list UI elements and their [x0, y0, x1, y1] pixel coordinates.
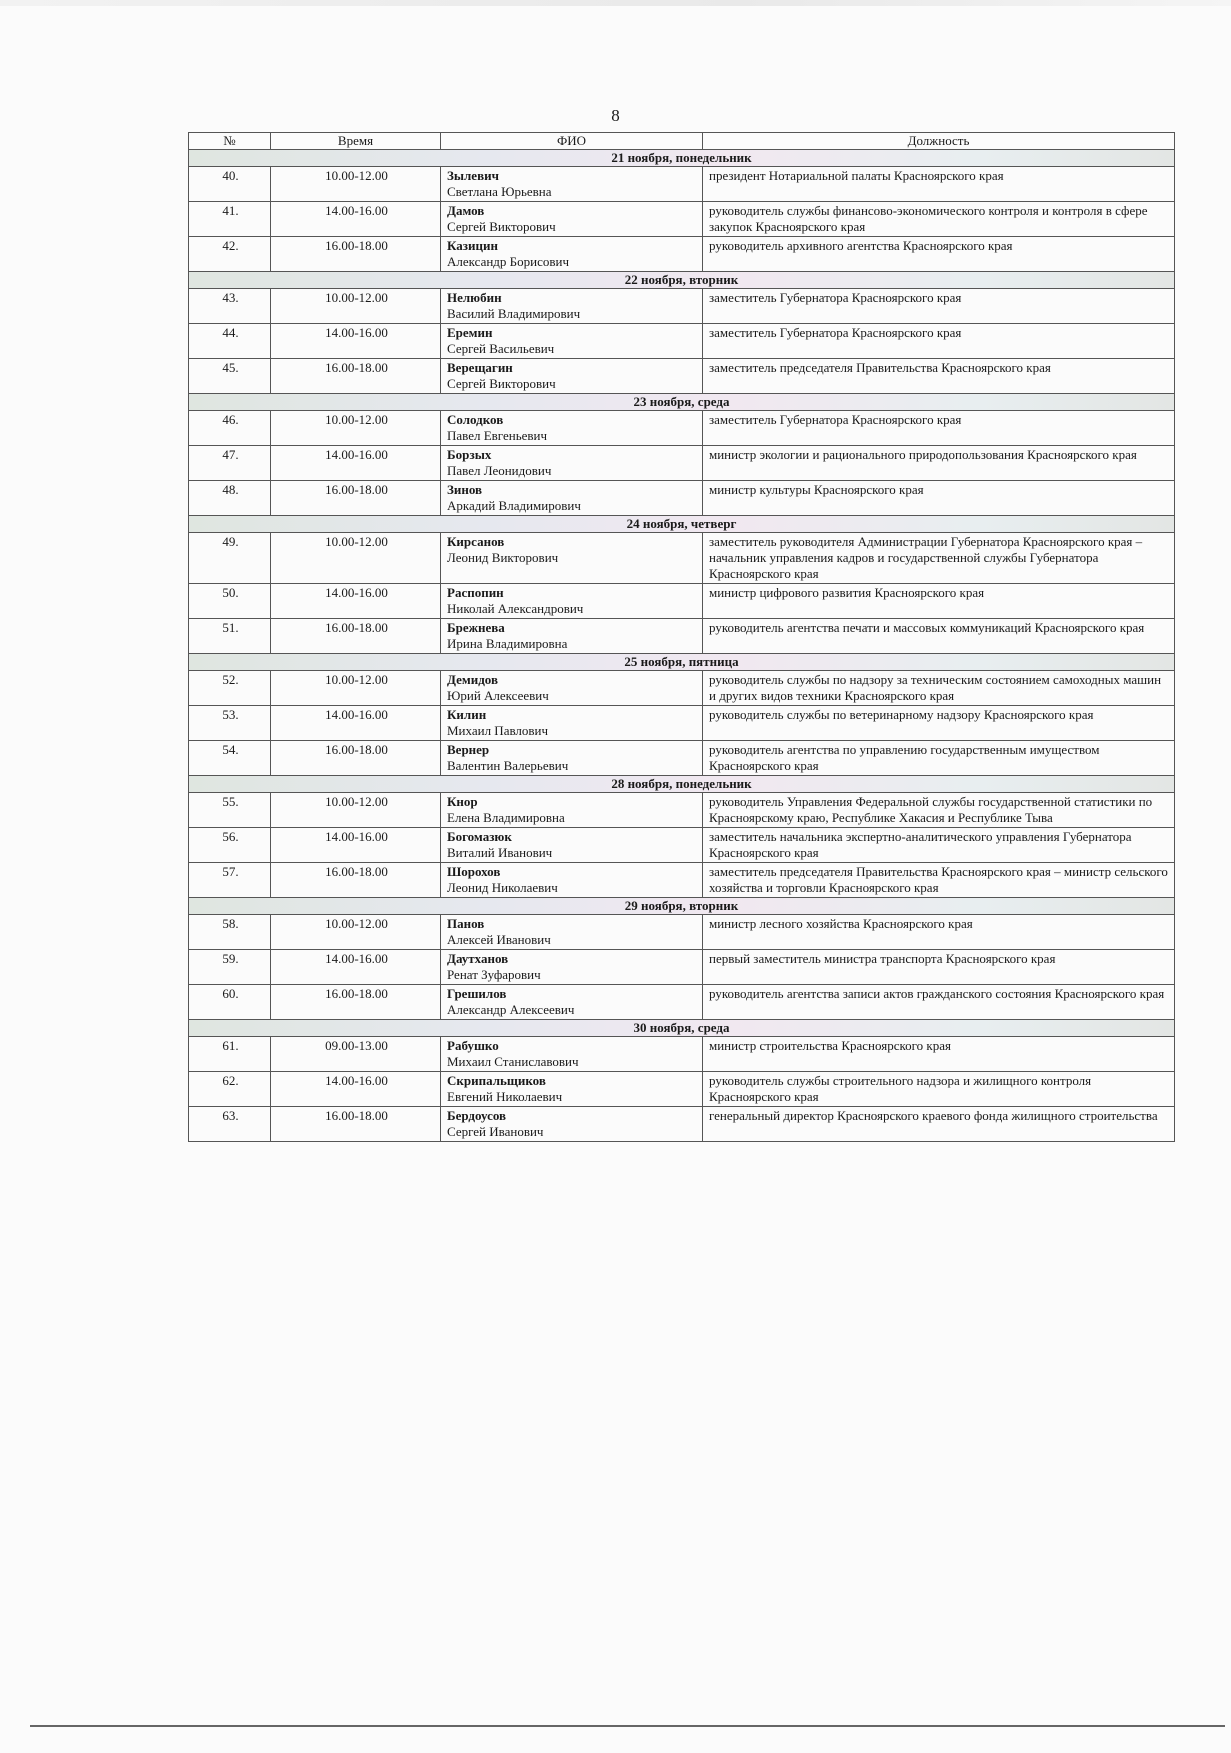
row-full-name: [441, 289, 703, 324]
row-number: 48.: [189, 481, 271, 516]
row-full-name: [441, 237, 703, 272]
row-position: заместитель Губернатора Красноярского края: [703, 289, 1175, 324]
row-position: заместитель руководителя Администрации Губернатора Красноярского края – начальник управления кадров и государственной службы Губернатора Красноярского края: [703, 533, 1175, 584]
scan-edge-bottom: [30, 1725, 1225, 1727]
row-full-name: [441, 324, 703, 359]
row-time: 14.00-16.00: [271, 324, 441, 359]
table-header-row: [189, 133, 1175, 150]
surname: Еремин: [447, 325, 493, 340]
given-names: Василий Владимирович: [447, 306, 581, 321]
row-full-name: [441, 671, 703, 706]
row-full-name: [441, 584, 703, 619]
surname: Вернер: [447, 742, 490, 757]
given-names: Сергей Васильевич: [447, 341, 555, 356]
surname: Верещагин: [447, 360, 513, 375]
row-position: министр лесного хозяйства Красноярского края: [703, 915, 1175, 950]
row-time: 10.00-12.00: [271, 793, 441, 828]
table-row: [189, 289, 1175, 324]
given-names: Алексей Иванович: [447, 932, 551, 947]
row-time: 16.00-18.00: [271, 359, 441, 394]
row-full-name: [441, 202, 703, 237]
day-label: 29 ноября, вторник: [189, 898, 1175, 915]
row-full-name: [441, 793, 703, 828]
table-row: [189, 1072, 1175, 1107]
table-row: [189, 411, 1175, 446]
row-number: 40.: [189, 167, 271, 202]
row-position: заместитель председателя Правительства Красноярского края – министр сельского хозяйства и торговли Красноярского края: [703, 863, 1175, 898]
row-position: руководитель службы строительного надзора и жилищного контроля Красноярского края: [703, 1072, 1175, 1107]
day-header-row: [189, 654, 1175, 671]
day-header-row: [189, 272, 1175, 289]
given-names: Виталий Иванович: [447, 845, 553, 860]
table-row: [189, 202, 1175, 237]
surname: Кнор: [447, 794, 478, 809]
row-number: 43.: [189, 289, 271, 324]
row-position: руководитель архивного агентства Красноярского края: [703, 237, 1175, 272]
table-row: [189, 167, 1175, 202]
surname: Грешилов: [447, 986, 507, 1001]
scan-edge-top: [0, 0, 1231, 6]
row-number: 50.: [189, 584, 271, 619]
row-time: 14.00-16.00: [271, 950, 441, 985]
day-header-row: [189, 394, 1175, 411]
table-row: [189, 793, 1175, 828]
row-position: руководитель агентства по управлению государственным имуществом Красноярского края: [703, 741, 1175, 776]
given-names: Павел Леонидович: [447, 463, 552, 478]
row-position: министр культуры Красноярского края: [703, 481, 1175, 516]
row-time: 16.00-18.00: [271, 481, 441, 516]
given-names: Михаил Станиславович: [447, 1054, 579, 1069]
row-position: руководитель службы по ветеринарному надзору Красноярского края: [703, 706, 1175, 741]
row-number: 56.: [189, 828, 271, 863]
row-time: 10.00-12.00: [271, 915, 441, 950]
surname: Казицин: [447, 238, 498, 253]
row-position: заместитель начальника экспертно-аналитического управления Губернатора Красноярского края: [703, 828, 1175, 863]
surname: Зинов: [447, 482, 483, 497]
surname: Демидов: [447, 672, 498, 687]
row-number: 62.: [189, 1072, 271, 1107]
row-time: 10.00-12.00: [271, 671, 441, 706]
row-time: 10.00-12.00: [271, 289, 441, 324]
row-full-name: [441, 359, 703, 394]
header-time: Время: [271, 133, 441, 150]
given-names: Михаил Павлович: [447, 723, 549, 738]
given-names: Аркадий Владимирович: [447, 498, 581, 513]
row-time: 14.00-16.00: [271, 202, 441, 237]
given-names: Светлана Юрьевна: [447, 184, 552, 199]
table-row: [189, 828, 1175, 863]
row-number: 46.: [189, 411, 271, 446]
row-time: 10.00-12.00: [271, 533, 441, 584]
table-row: [189, 915, 1175, 950]
table-row: [189, 741, 1175, 776]
row-number: 47.: [189, 446, 271, 481]
surname: Кирсанов: [447, 534, 505, 549]
row-time: 10.00-12.00: [271, 167, 441, 202]
given-names: Леонид Викторович: [447, 550, 559, 565]
table-row: [189, 1037, 1175, 1072]
surname: Борзых: [447, 447, 492, 462]
row-number: 58.: [189, 915, 271, 950]
table-row: [189, 619, 1175, 654]
row-time: 16.00-18.00: [271, 619, 441, 654]
surname: Бердоусов: [447, 1108, 507, 1123]
row-position: руководитель Управления Федеральной службы государственной статистики по Красноярскому краю, Республике Хакасия и Республике Тыва: [703, 793, 1175, 828]
day-label: 24 ноября, четверг: [189, 516, 1175, 533]
table-row: [189, 706, 1175, 741]
row-number: 63.: [189, 1107, 271, 1142]
day-label: 21 ноября, понедельник: [189, 150, 1175, 167]
surname: Панов: [447, 916, 485, 931]
table-row: [189, 950, 1175, 985]
surname: Килин: [447, 707, 487, 722]
day-header-row: [189, 898, 1175, 915]
day-header-row: [189, 1020, 1175, 1037]
row-position: министр цифрового развития Красноярского края: [703, 584, 1175, 619]
row-time: 14.00-16.00: [271, 828, 441, 863]
day-label: 22 ноября, вторник: [189, 272, 1175, 289]
table-row: [189, 1107, 1175, 1142]
row-full-name: [441, 706, 703, 741]
header-position: Должность: [703, 133, 1175, 150]
page-number: 8: [611, 106, 620, 125]
row-number: 57.: [189, 863, 271, 898]
row-position: первый заместитель министра транспорта Красноярского края: [703, 950, 1175, 985]
row-full-name: [441, 985, 703, 1020]
row-position: руководитель агентства записи актов гражданского состояния Красноярского края: [703, 985, 1175, 1020]
given-names: Елена Владимировна: [447, 810, 565, 825]
table-row: [189, 533, 1175, 584]
day-header-row: [189, 150, 1175, 167]
row-time: 16.00-18.00: [271, 863, 441, 898]
row-number: 52.: [189, 671, 271, 706]
row-full-name: [441, 863, 703, 898]
row-time: 16.00-18.00: [271, 985, 441, 1020]
surname: Солодков: [447, 412, 504, 427]
row-position: руководитель агентства печати и массовых коммуникаций Красноярского края: [703, 619, 1175, 654]
day-label: 23 ноября, среда: [189, 394, 1175, 411]
given-names: Юрий Алексеевич: [447, 688, 549, 703]
row-full-name: [441, 828, 703, 863]
row-number: 53.: [189, 706, 271, 741]
day-label: 25 ноября, пятница: [189, 654, 1175, 671]
table-row: [189, 446, 1175, 481]
row-full-name: [441, 446, 703, 481]
given-names: Александр Алексеевич: [447, 1002, 575, 1017]
row-time: 14.00-16.00: [271, 584, 441, 619]
row-number: 44.: [189, 324, 271, 359]
surname: Рабушко: [447, 1038, 499, 1053]
surname: Скрипальщиков: [447, 1073, 546, 1088]
day-label: 28 ноября, понедельник: [189, 776, 1175, 793]
surname: Распопин: [447, 585, 504, 600]
row-position: министр строительства Красноярского края: [703, 1037, 1175, 1072]
row-number: 45.: [189, 359, 271, 394]
given-names: Сергей Иванович: [447, 1124, 544, 1139]
row-time: 16.00-18.00: [271, 741, 441, 776]
surname: Брежнева: [447, 620, 505, 635]
row-full-name: [441, 1107, 703, 1142]
given-names: Сергей Викторович: [447, 376, 556, 391]
row-number: 59.: [189, 950, 271, 985]
row-time: 14.00-16.00: [271, 1072, 441, 1107]
row-full-name: [441, 950, 703, 985]
given-names: Ренат Зуфарович: [447, 967, 541, 982]
row-time: 16.00-18.00: [271, 1107, 441, 1142]
day-header-row: [189, 776, 1175, 793]
row-full-name: [441, 481, 703, 516]
row-position: заместитель Губернатора Красноярского края: [703, 411, 1175, 446]
header-num: №: [189, 133, 271, 150]
surname: Зылевич: [447, 168, 499, 183]
given-names: Николай Александрович: [447, 601, 584, 616]
row-full-name: [441, 167, 703, 202]
row-position: генеральный директор Красноярского краевого фонда жилищного строительства: [703, 1107, 1175, 1142]
row-position: президент Нотариальной палаты Красноярского края: [703, 167, 1175, 202]
row-full-name: [441, 741, 703, 776]
surname: Шорохов: [447, 864, 501, 879]
given-names: Павел Евгеньевич: [447, 428, 548, 443]
table-row: [189, 985, 1175, 1020]
row-number: 41.: [189, 202, 271, 237]
row-number: 49.: [189, 533, 271, 584]
row-number: 60.: [189, 985, 271, 1020]
row-time: 10.00-12.00: [271, 411, 441, 446]
row-number: 55.: [189, 793, 271, 828]
table-row: [189, 863, 1175, 898]
row-full-name: [441, 411, 703, 446]
day-header-row: [189, 516, 1175, 533]
row-time: 14.00-16.00: [271, 706, 441, 741]
given-names: Ирина Владимировна: [447, 636, 568, 651]
table-row: [189, 671, 1175, 706]
row-number: 54.: [189, 741, 271, 776]
table-row: [189, 584, 1175, 619]
given-names: Александр Борисович: [447, 254, 569, 269]
row-number: 61.: [189, 1037, 271, 1072]
row-position: руководитель службы по надзору за техническим состоянием самоходных машин и других видов техники Красноярского края: [703, 671, 1175, 706]
row-number: 51.: [189, 619, 271, 654]
given-names: Леонид Николаевич: [447, 880, 558, 895]
row-time: 16.00-18.00: [271, 237, 441, 272]
table-row: [189, 359, 1175, 394]
row-full-name: [441, 1072, 703, 1107]
row-position: заместитель Губернатора Красноярского края: [703, 324, 1175, 359]
table-row: [189, 237, 1175, 272]
row-position: руководитель службы финансово-экономического контроля и контроля в сфере закупок Красноярского края: [703, 202, 1175, 237]
row-full-name: [441, 619, 703, 654]
reception-schedule-table: [188, 132, 1175, 1142]
surname: Даутханов: [447, 951, 509, 966]
surname: Богомазюк: [447, 829, 512, 844]
table-row: [189, 324, 1175, 359]
row-full-name: [441, 915, 703, 950]
row-full-name: [441, 533, 703, 584]
surname: Дамов: [447, 203, 485, 218]
row-time: 14.00-16.00: [271, 446, 441, 481]
table-row: [189, 481, 1175, 516]
row-position: заместитель председателя Правительства Красноярского края: [703, 359, 1175, 394]
table-body: [189, 150, 1175, 1142]
row-time: 09.00-13.00: [271, 1037, 441, 1072]
given-names: Евгений Николаевич: [447, 1089, 563, 1104]
given-names: Валентин Валерьевич: [447, 758, 569, 773]
row-full-name: [441, 1037, 703, 1072]
row-position: министр экологии и рационального природопользования Красноярского края: [703, 446, 1175, 481]
given-names: Сергей Викторович: [447, 219, 556, 234]
row-number: 42.: [189, 237, 271, 272]
day-label: 30 ноября, среда: [189, 1020, 1175, 1037]
surname: Нелюбин: [447, 290, 502, 305]
header-name: ФИО: [441, 133, 703, 150]
